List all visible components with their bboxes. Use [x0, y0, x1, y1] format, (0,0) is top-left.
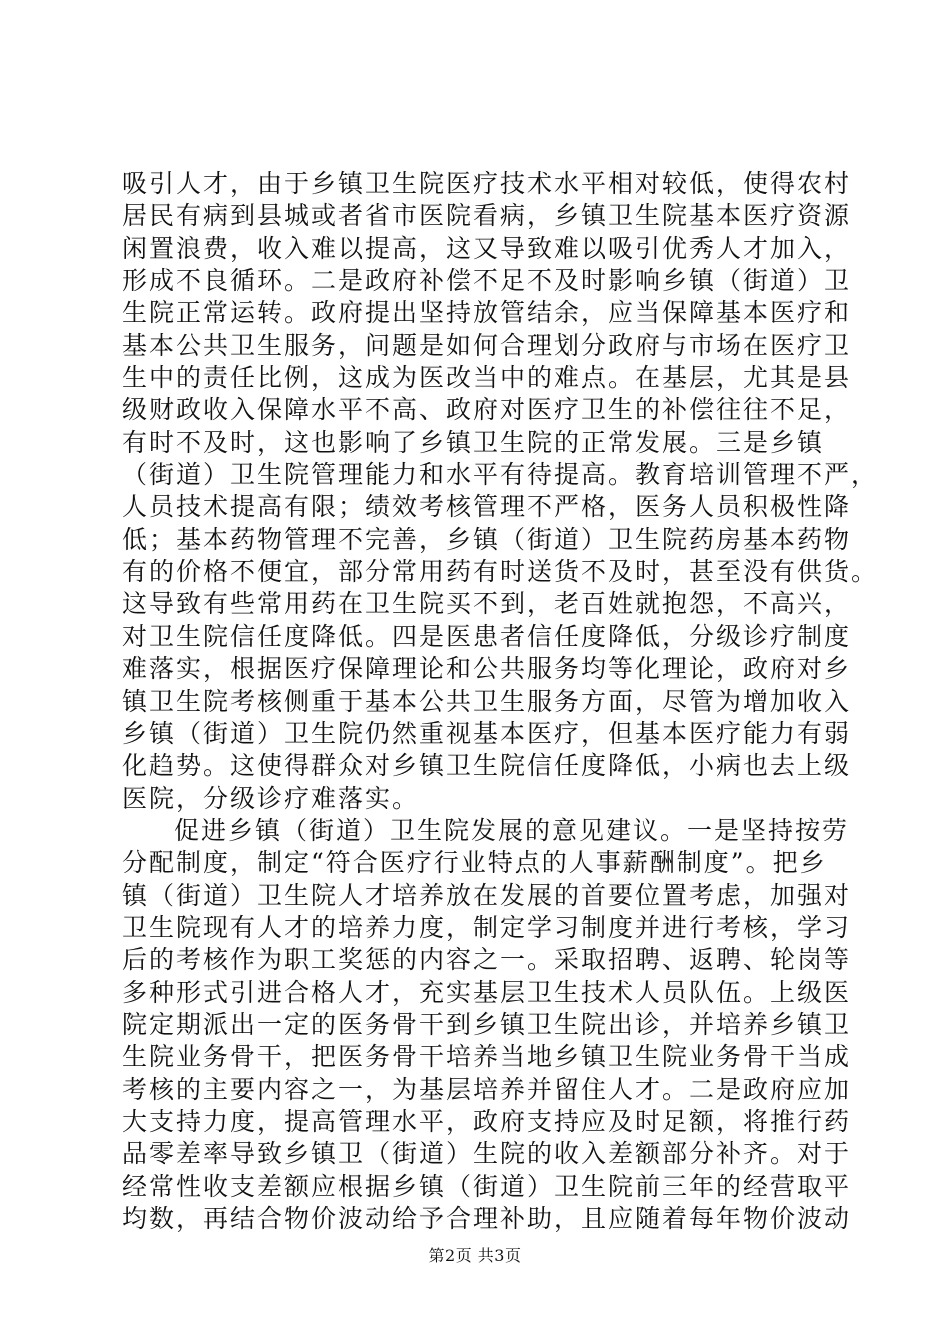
- text-line: 有时不及时，这也影响了乡镇卫生院的正常发展。三是乡镇: [122, 427, 825, 457]
- text-line: 对卫生院信任度降低。四是医患者信任度降低，分级诊疗制度: [122, 621, 852, 651]
- text-line: 基本公共卫生服务，问题是如何合理划分政府与市场在医疗卫: [122, 330, 852, 360]
- text-line: 后的考核作为职工奖惩的内容之一。采取招聘、返聘、轮岗等: [122, 945, 852, 975]
- text-line: 居民有病到县城或者省市医院看病，乡镇卫生院基本医疗资源: [122, 201, 852, 231]
- text-line: 这导致有些常用药在卫生院买不到，老百姓就抱怨，不高兴，: [122, 589, 852, 619]
- text-line: 促进乡镇（街道）卫生院发展的意见建议。一是坚持按劳: [174, 815, 850, 845]
- paragraph: [122, 815, 852, 1235]
- text-line: （街道）卫生院管理能力和水平有待提高。教育培训管理不严，: [122, 460, 879, 490]
- text-line: 经常性收支差额应根据乡镇（街道）卫生院前三年的经营取平: [122, 1171, 852, 1201]
- text-line: 级财政收入保障水平不高、政府对医疗卫生的补偿往往不足，: [122, 395, 852, 425]
- text-line: 吸引人才，由于乡镇卫生院医疗技术水平相对较低，使得农村: [122, 169, 852, 198]
- text-line: 分配制度，制定“符合医疗行业特点的人事薪酬制度”。把乡: [122, 848, 827, 878]
- text-line: 形成不良循环。二是政府补偿不足不及时影响乡镇（街道）卫: [122, 266, 852, 296]
- text-line: 镇卫生院考核侧重于基本公共卫生服务方面，尽管为增加收入: [122, 686, 852, 716]
- text-line: 卫生院现有人才的培养力度，制定学习制度并进行考核，学习: [122, 912, 852, 942]
- text-line: 多种形式引进合格人才，充实基层卫生技术人员队伍。上级医: [122, 977, 852, 1007]
- text-line: 生中的责任比例，这成为医改当中的难点。在基层，尤其是县: [122, 363, 852, 393]
- document-body: [122, 168, 879, 1235]
- text-line: 难落实，根据医疗保障理论和公共服务均等化理论，政府对乡: [122, 654, 852, 684]
- text-line: 院定期派出一定的医务骨干到乡镇卫生院出诊，并培养乡镇卫: [122, 1009, 852, 1039]
- page-footer: [0, 1246, 950, 1266]
- text-line: 医院，分级诊疗难落实。: [122, 783, 420, 813]
- text-line: 生院业务骨干，把医务骨干培养当地乡镇卫生院业务骨干当成: [122, 1042, 852, 1072]
- text-line: 大支持力度，提高管理水平，政府支持应及时足额，将推行药: [122, 1106, 852, 1136]
- text-line: 低；基本药物管理不完善，乡镇（街道）卫生院药房基本药物: [122, 524, 852, 554]
- text-line: 品零差率导致乡镇卫（街道）生院的收入差额部分补齐。对于: [122, 1139, 852, 1169]
- text-line: 有的价格不便宜，部分常用药有时送货不及时，甚至没有供货。: [122, 557, 879, 587]
- text-line: 考核的主要内容之一，为基层培养并留住人才。二是政府应加: [122, 1074, 852, 1104]
- page-number-label: 第2页 共3页: [428, 1246, 522, 1265]
- text-line: 均数，再结合物价波动给予合理补助，且应随着每年物价波动: [122, 1204, 852, 1233]
- text-line: 乡镇（街道）卫生院仍然重视基本医疗，但基本医疗能力有弱: [122, 718, 852, 748]
- text-line: 生院正常运转。政府提出坚持放管结余，应当保障基本医疗和: [122, 298, 852, 328]
- text-line: 人员技术提高有限；绩效考核管理不严格，医务人员积极性降: [122, 492, 852, 522]
- text-line: 镇（街道）卫生院人才培养放在发展的首要位置考虑，加强对: [122, 880, 852, 910]
- paragraph: [122, 168, 879, 815]
- text-line: 化趋势。这使得群众对乡镇卫生院信任度降低，小病也去上级: [122, 751, 852, 781]
- text-line: 闲置浪费，收入难以提高，这又导致难以吸引优秀人才加入，: [122, 233, 852, 263]
